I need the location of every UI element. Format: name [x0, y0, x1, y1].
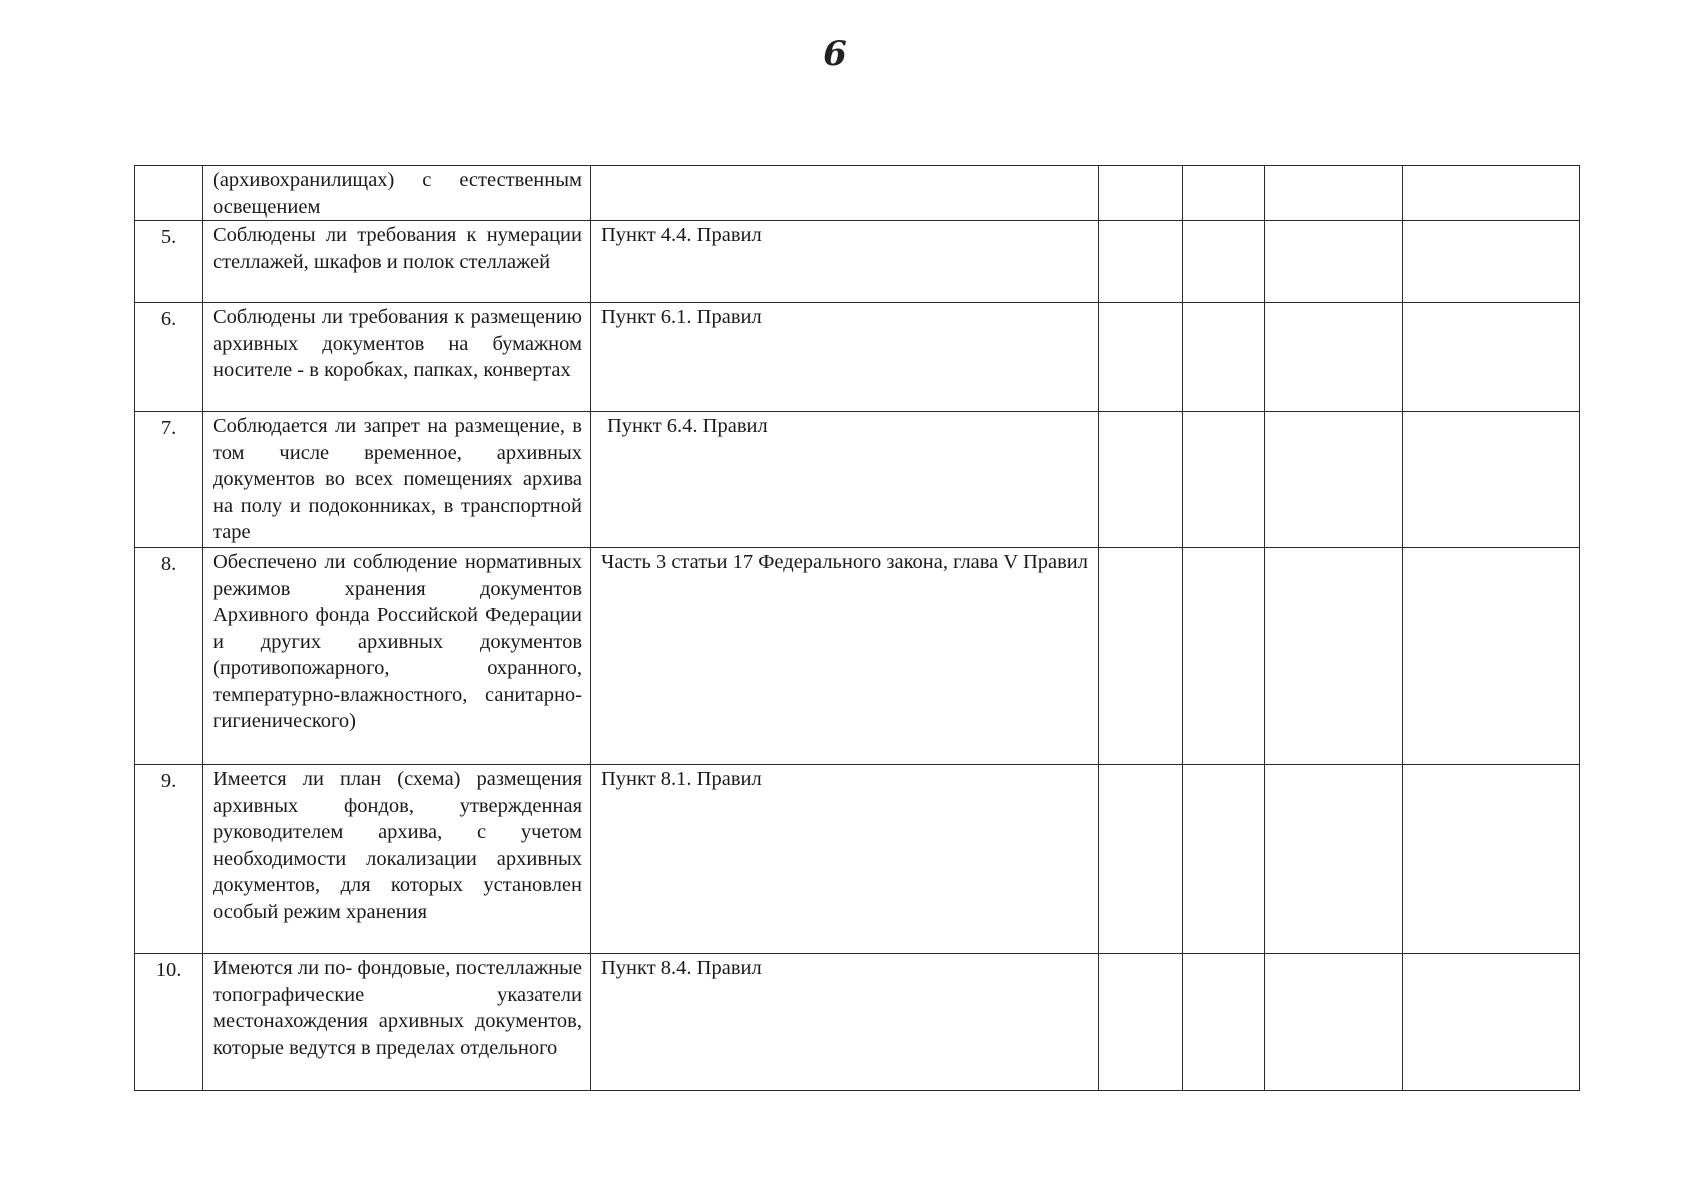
empty-cell	[1403, 954, 1580, 1091]
row-number: 10.	[135, 954, 203, 1091]
table-row	[135, 548, 1580, 765]
empty-cell	[1183, 412, 1265, 548]
question-text: Имеются ли по- фондовые, постеллажные топографические указатели местонахождения архивных документов, которые ведутся в пределах отдельного	[203, 954, 591, 1091]
checklist-table	[134, 165, 1580, 1091]
reference-text	[591, 166, 1099, 221]
empty-cell	[1403, 166, 1580, 221]
row-number: 8.	[135, 548, 203, 765]
empty-cell	[1099, 548, 1183, 765]
row-number: 9.	[135, 765, 203, 954]
empty-cell	[1099, 303, 1183, 412]
empty-cell	[1099, 166, 1183, 221]
empty-cell	[1183, 303, 1265, 412]
row-number: 5.	[135, 221, 203, 303]
row-number	[135, 166, 203, 221]
empty-cell	[1403, 221, 1580, 303]
empty-cell	[1403, 548, 1580, 765]
table-row	[135, 765, 1580, 954]
reference-text: Часть 3 статьи 17 Федерального закона, глава V Правил	[591, 548, 1099, 765]
empty-cell	[1183, 765, 1265, 954]
empty-cell	[1183, 221, 1265, 303]
table-row	[135, 303, 1580, 412]
reference-text: Пункт 6.1. Правил	[591, 303, 1099, 412]
empty-cell	[1099, 221, 1183, 303]
reference-text: Пункт 6.4. Правил	[591, 412, 1099, 548]
empty-cell	[1265, 303, 1403, 412]
question-text: Соблюдается ли запрет на размещение, в том числе временное, архивных документов во всех помещениях архива на полу и подоконниках, в транспортной таре	[203, 412, 591, 548]
empty-cell	[1183, 548, 1265, 765]
empty-cell	[1265, 221, 1403, 303]
question-text: Соблюдены ли требования к нумерации стеллажей, шкафов и полок стеллажей	[203, 221, 591, 303]
empty-cell	[1265, 954, 1403, 1091]
empty-cell	[1183, 954, 1265, 1091]
empty-cell	[1183, 166, 1265, 221]
empty-cell	[1099, 412, 1183, 548]
empty-cell	[1403, 412, 1580, 548]
empty-cell	[1265, 412, 1403, 548]
reference-text: Пункт 4.4. Правил	[591, 221, 1099, 303]
empty-cell	[1265, 548, 1403, 765]
question-text: (архивохранилищах) с естественным освещением	[203, 166, 591, 221]
row-number: 7.	[135, 412, 203, 548]
table-row	[135, 412, 1580, 548]
empty-cell	[1403, 765, 1580, 954]
question-text: Имеется ли план (схема) размещения архивных фондов, утвержденная руководителем архива, с учетом необходимости локализации архивных документов, для которых установлен особый режим хранения	[203, 765, 591, 954]
reference-text: Пункт 8.4. Правил	[591, 954, 1099, 1091]
empty-cell	[1099, 765, 1183, 954]
empty-cell	[1403, 303, 1580, 412]
row-number: 6.	[135, 303, 203, 412]
table-row	[135, 954, 1580, 1091]
question-text: Обеспечено ли соблюдение нормативных режимов хранения документов Архивного фонда Российской Федерации и других архивных документов (противопожарного, охранного, температурно-влажностного, санитарно-гигиенического)	[203, 548, 591, 765]
empty-cell	[1099, 954, 1183, 1091]
table-row	[135, 166, 1580, 221]
question-text: Соблюдены ли требования к размещению архивных документов на бумажном носителе - в коробках, папках, конвертах	[203, 303, 591, 412]
table-row	[135, 221, 1580, 303]
reference-text: Пункт 8.1. Правил	[591, 765, 1099, 954]
empty-cell	[1265, 765, 1403, 954]
empty-cell	[1265, 166, 1403, 221]
page-number: 6	[823, 34, 847, 74]
